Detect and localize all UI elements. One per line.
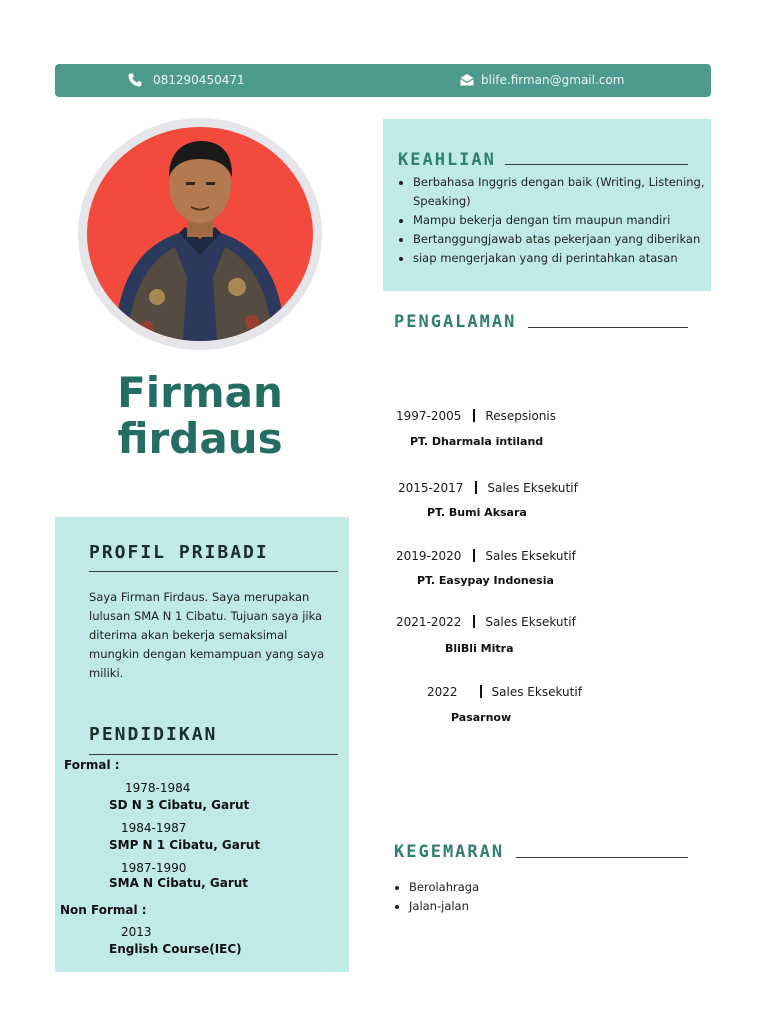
skills-rule xyxy=(505,164,688,165)
last-name: firdaus xyxy=(117,414,283,463)
experience-company: BliBli Mitra xyxy=(445,642,514,655)
education-school: English Course(IEC) xyxy=(109,942,242,956)
person-portrait xyxy=(87,127,313,341)
hobbies-list xyxy=(397,878,479,916)
formal-label: Formal : xyxy=(64,758,120,772)
experience-role: Sales Eksekutif xyxy=(485,549,576,563)
experience-role: Sales Eksekutif xyxy=(485,615,576,629)
envelope-icon xyxy=(459,72,475,88)
experience-years: 1997-2005 xyxy=(396,409,462,423)
experience-row xyxy=(396,549,576,563)
education-years: 1978-1984 xyxy=(125,781,191,795)
profile-rule xyxy=(89,571,338,572)
education-years: 2013 xyxy=(121,925,152,939)
list-item: • Bertanggungjawab atas pekerjaan yang diberikan xyxy=(413,230,723,249)
phone-contact xyxy=(127,72,245,88)
contact-bar xyxy=(55,64,711,97)
list-item: • Jalan-jalan xyxy=(409,897,479,916)
experience-title: PENGALAMAN xyxy=(394,312,517,332)
profile-title: PROFIL PRIBADI xyxy=(89,542,269,563)
list-item: • Mampu bekerja dengan tim maupun mandiri xyxy=(413,211,723,230)
experience-role: Sales Eksekutif xyxy=(491,685,582,699)
experience-row xyxy=(396,615,576,629)
experience-rule xyxy=(528,327,688,328)
experience-years: 2021-2022 xyxy=(396,615,462,629)
email-contact xyxy=(459,72,624,88)
education-title: PENDIDIKAN xyxy=(89,724,218,745)
experience-company: PT. Easypay Indonesia xyxy=(417,574,554,587)
education-years: 1984-1987 xyxy=(121,821,187,835)
phone-icon xyxy=(127,72,143,88)
skills-title: KEAHLIAN xyxy=(398,150,496,170)
hobbies-rule xyxy=(516,857,688,858)
profile-photo xyxy=(87,127,313,341)
experience-row xyxy=(427,685,582,699)
experience-years: 2015-2017 xyxy=(398,481,464,495)
education-rule xyxy=(89,754,338,755)
phone-number: 081290450471 xyxy=(153,73,245,87)
education-years: 1987-1990 xyxy=(121,861,187,875)
education-school: SMA N Cibatu, Garut xyxy=(109,876,249,890)
experience-years: 2022 xyxy=(427,685,458,699)
experience-role: Sales Eksekutif xyxy=(487,481,578,495)
experience-row xyxy=(398,481,578,495)
profile-text: Saya Firman Firdaus. Saya merupakan lulusan SMA N 1 Cibatu. Tujuan saya jika diterima akan bekerja semaksimal mungkin dengan kemampuan yang saya miliki. xyxy=(89,590,325,680)
experience-company: PT. Dharmala intiland xyxy=(410,435,544,448)
list-item: • Berbahasa Inggris dengan baik (Writing, Listening, Speaking) xyxy=(413,173,723,211)
hobbies-title: KEGEMARAN xyxy=(394,842,505,862)
skills-list xyxy=(397,173,723,268)
education-school: SD N 3 Cibatu, Garut xyxy=(109,798,250,812)
experience-company: Pasarnow xyxy=(451,711,512,724)
candidate-name xyxy=(60,370,340,462)
experience-row xyxy=(396,409,556,423)
experience-role: Resepsionis xyxy=(485,409,556,423)
first-name: Firman xyxy=(117,368,283,417)
nonformal-label: Non Formal : xyxy=(60,903,147,917)
education-school: SMP N 1 Cibatu, Garut xyxy=(109,838,261,852)
list-item: • siap mengerjakan yang di perintahkan atasan xyxy=(413,249,723,268)
experience-years: 2019-2020 xyxy=(396,549,462,563)
list-item: • Berolahraga xyxy=(409,878,479,897)
experience-company: PT. Bumi Aksara xyxy=(427,506,527,519)
email-address: blife.firman@gmail.com xyxy=(481,73,625,87)
